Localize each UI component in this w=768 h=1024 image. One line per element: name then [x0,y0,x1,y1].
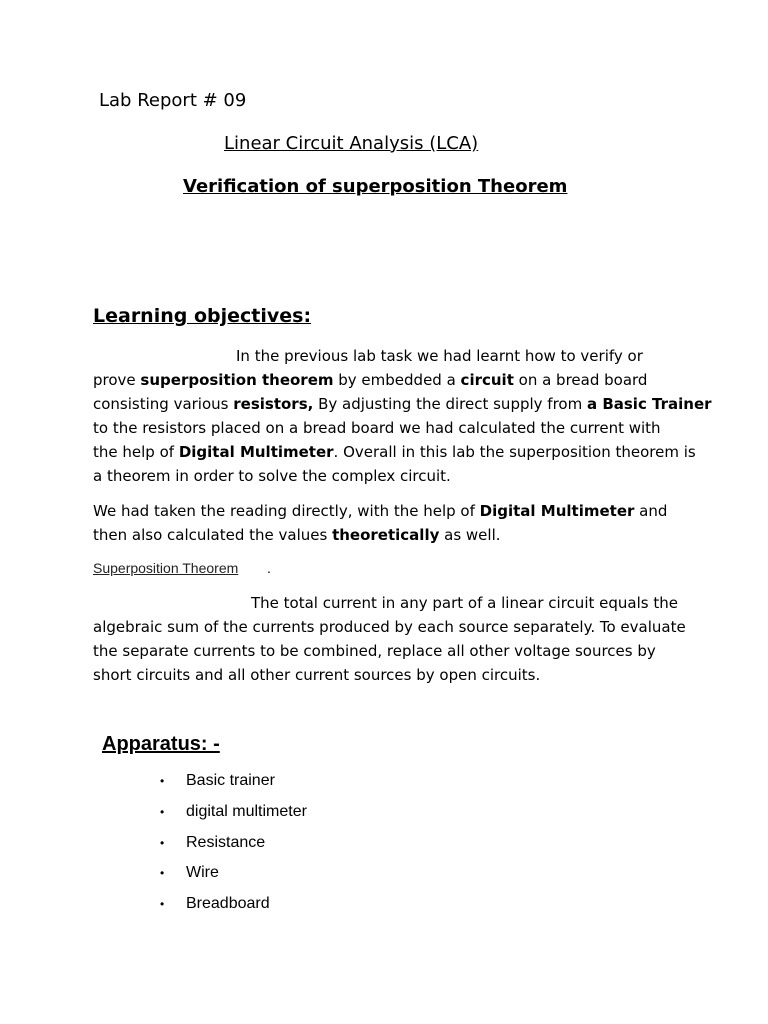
text-run: We had taken the reading directly, with the help of [93,502,480,520]
apparatus-list [160,766,307,919]
superposition-theorem-heading: Superposition Theorem [93,560,239,576]
apparatus-heading: Apparatus: - [102,733,220,755]
text-line: In the previous lab task we had learnt how to verify or [236,347,643,365]
bold-text: circuit [460,371,514,389]
learning-objectives-heading: Learning objectives: [93,305,312,327]
text-run: on a bread board [513,371,648,389]
text-run: consisting various [93,395,234,413]
bold-text: Digital Multimeter [479,502,635,520]
text-line: a theorem in order to solve the complex circuit. [93,467,451,485]
superposition-definition [93,591,686,687]
list-item-label: digital multimeter [186,803,307,821]
text-run: the help of [93,443,179,461]
text-line: The total current in any part of a linear circuit equals the [251,594,678,612]
course-title: Linear Circuit Analysis (LCA) [224,133,479,154]
text-run: as well. [439,526,501,544]
text-line [93,523,678,547]
list-item-label: Basic trainer [186,772,275,790]
experiment-title: Verification of superposition Theorem [183,176,568,197]
text-line [93,440,696,464]
heading-period: . [267,560,271,576]
text-run: prove [93,371,141,389]
list-item [160,858,307,889]
list-item [160,827,307,858]
bullet-icon: • [160,897,165,912]
text-line [93,392,712,416]
text-line: to the resistors placed on a bread board we had calculated the current with [93,419,661,437]
objectives-paragraph-1 [93,344,712,488]
text-line [93,499,678,523]
text-line: short circuits and all other current sources by open circuits. [93,666,541,684]
bold-text: superposition theorem [140,371,334,389]
bold-text: a Basic Trainer [586,395,712,413]
list-item-label: Resistance [186,833,266,851]
bold-text: resistors, [233,395,314,413]
bullet-icon: • [160,835,165,850]
bold-text: Digital Multimeter [178,443,334,461]
text-line [93,368,678,392]
list-item [160,797,307,828]
bold-text: theoretically [332,526,440,544]
text-run: By adjusting the direct supply from [313,395,587,413]
lab-report-number: Lab Report # 09 [99,90,247,111]
objectives-paragraph-2 [93,499,678,547]
text-line: the separate currents to be combined, replace all other voltage sources by [93,642,656,660]
list-item-label: Wire [186,864,219,882]
text-run: then also calculated the values [93,526,333,544]
text-run: and [634,502,668,520]
bullet-icon: • [160,805,165,820]
bullet-icon: • [160,866,165,881]
list-item [160,889,307,920]
text-line: algebraic sum of the currents produced by each source separately. To evaluate [93,618,686,636]
text-run: by embedded a [333,371,461,389]
bullet-icon: • [160,774,165,789]
text-run: . Overall in this lab the superposition theorem is [333,443,696,461]
list-item-label: Breadboard [186,895,270,913]
list-item [160,766,307,797]
